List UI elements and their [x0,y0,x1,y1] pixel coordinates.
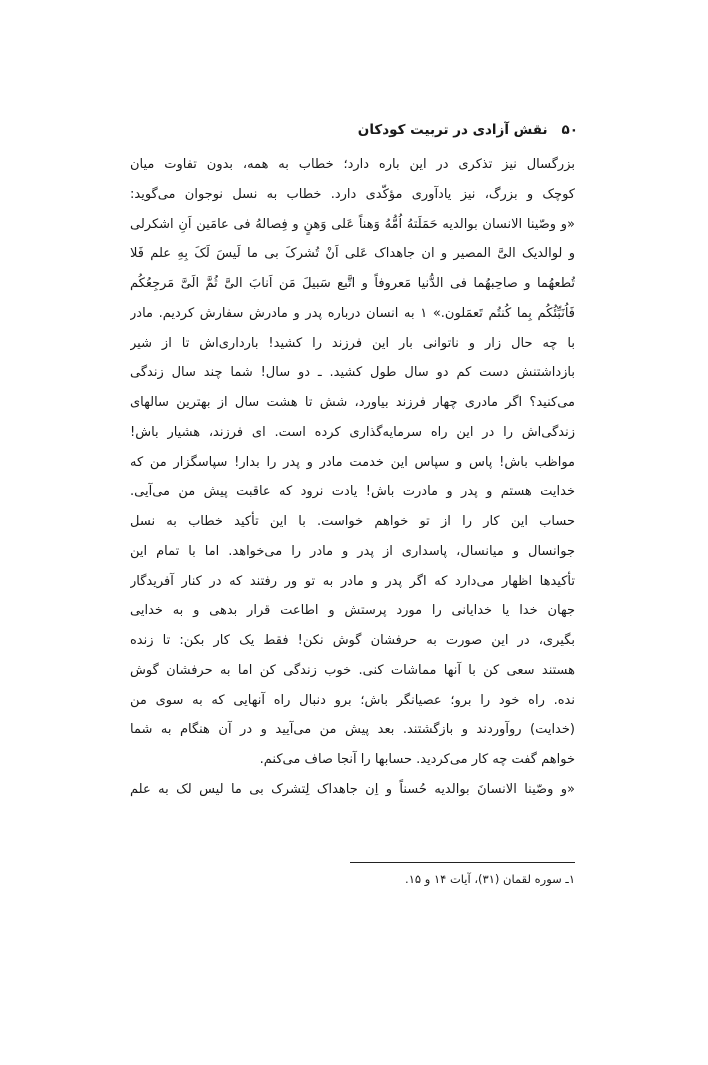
text-line: خواهم گفت چه کار می‌کردید. حسابها را آنجا صاف می‌کنم. [259,752,575,767]
text-line: «و وصّینا الانسان بوالدیه حَمَلَتهُ اُمُّهُ وَهناً عَلی وَهنٍ و فِصالهُ فی عامَین اَنِ اشکرلی [130,216,575,232]
page-header [358,122,578,138]
text-line: جهان خدا یا خدایانی را مورد پرستش و اطاعت قرار بدهی و به خدایی [130,603,575,619]
text-line: خدایت هستم و پدر و مادرت باش! یادت نرود که عاقبت پیش من می‌آیی. [130,484,575,500]
text-line: هستند سعی کن با آنها مماشات کنی. خوب زندگی کن اما به حرفشان گوش [130,662,575,678]
text-line: با چه حال زار و ناتوانی بار این فرزند را کشید! بارداری‌اش تا از شیر [130,335,575,351]
text-line: «و وصّینا الانسانَ بوالدیه حُسناً و اِن جاهداک لِتشرک بی ما لیس لک به علم [130,781,575,797]
text-line: می‌کنید؟ اگر مادری چهار فرزند بیاورد، شش تا هشت سال از بهترین سالهای [130,395,575,410]
text-line: حساب این کار را از تو خواهم خواست. با این تأکید خطاب به نسل [130,514,575,529]
text-line: فَاُنَبِّئُکُم بِما کُنتُم تَعمَلون.» ۱ به انسان درباره پدر و مادرش سفارش کردیم. مادر [130,305,575,321]
text-line: (خدایت) روآوردند و بازگشتند. بعد پیش من می‌آیید و در آن هنگام به شما [130,722,575,738]
text-line: تُطعهُما و صاحِبهُما فی الدُّنیا مَعروفاً و اتَّبع سَبیلَ مَن اَنابَ الیَّ ثُمَّ الَیَّ مَرجِعُکُم [130,276,575,291]
text-line: کوچک و بزرگ، نیز یادآوری مؤکّدی دارد. خطاب به نسل نوجوان می‌گوید: [130,186,575,202]
text-line: بازداشتنش دست کم دو سال طول کشید. ـ دو سال! شما چند سال زندگی [130,365,575,381]
text-line: تأکیدها اظهار می‌دارد که اگر پدر و مادر به تو ور رفتند که در کنار آفریدگار [130,573,575,589]
text-line: بزرگسال نیز تذکری در این باره دارد؛ خطاب به همه، بدون تفاوت میان [130,157,575,172]
footnote-divider [350,862,575,863]
running-title: نقش آزادی در تربیت کودکان [357,122,548,138]
body-text [130,150,575,805]
text-line: جوانسال و میانسال، پاسداری از پدر و مادر را می‌خواهد. اما با تمام این [130,543,575,559]
page-number: ۵۰ [561,122,578,138]
text-line: زندگی‌اش را در این راه سرمایه‌گذاری کرده است. ای فرزند، هشیار باش! [130,424,575,440]
footnote: ۱ـ سوره لقمان (۳۱)، آیات ۱۴ و ۱۵. [405,872,575,886]
text-line: بگیری، در این صورت به حرفشان گوش نکن! فقط یک کار بکن: تا زنده [130,633,575,648]
text-line: مواظب باش! پاس و سپاس این خدمت مادر و پدر را بدار! سپاسگزار من که [130,454,575,470]
text-line: نده. راه خود را برو؛ عصیانگر باش؛ برو دنبال راه آنهایی که به سوی من [130,692,575,708]
text-line: و لوالدیک الیَّ المصیر و ان جاهداک عَلی اَنْ تُشرکَ بی ما لَیسَ لَکَ بِهِ علم فَلا [130,246,575,262]
